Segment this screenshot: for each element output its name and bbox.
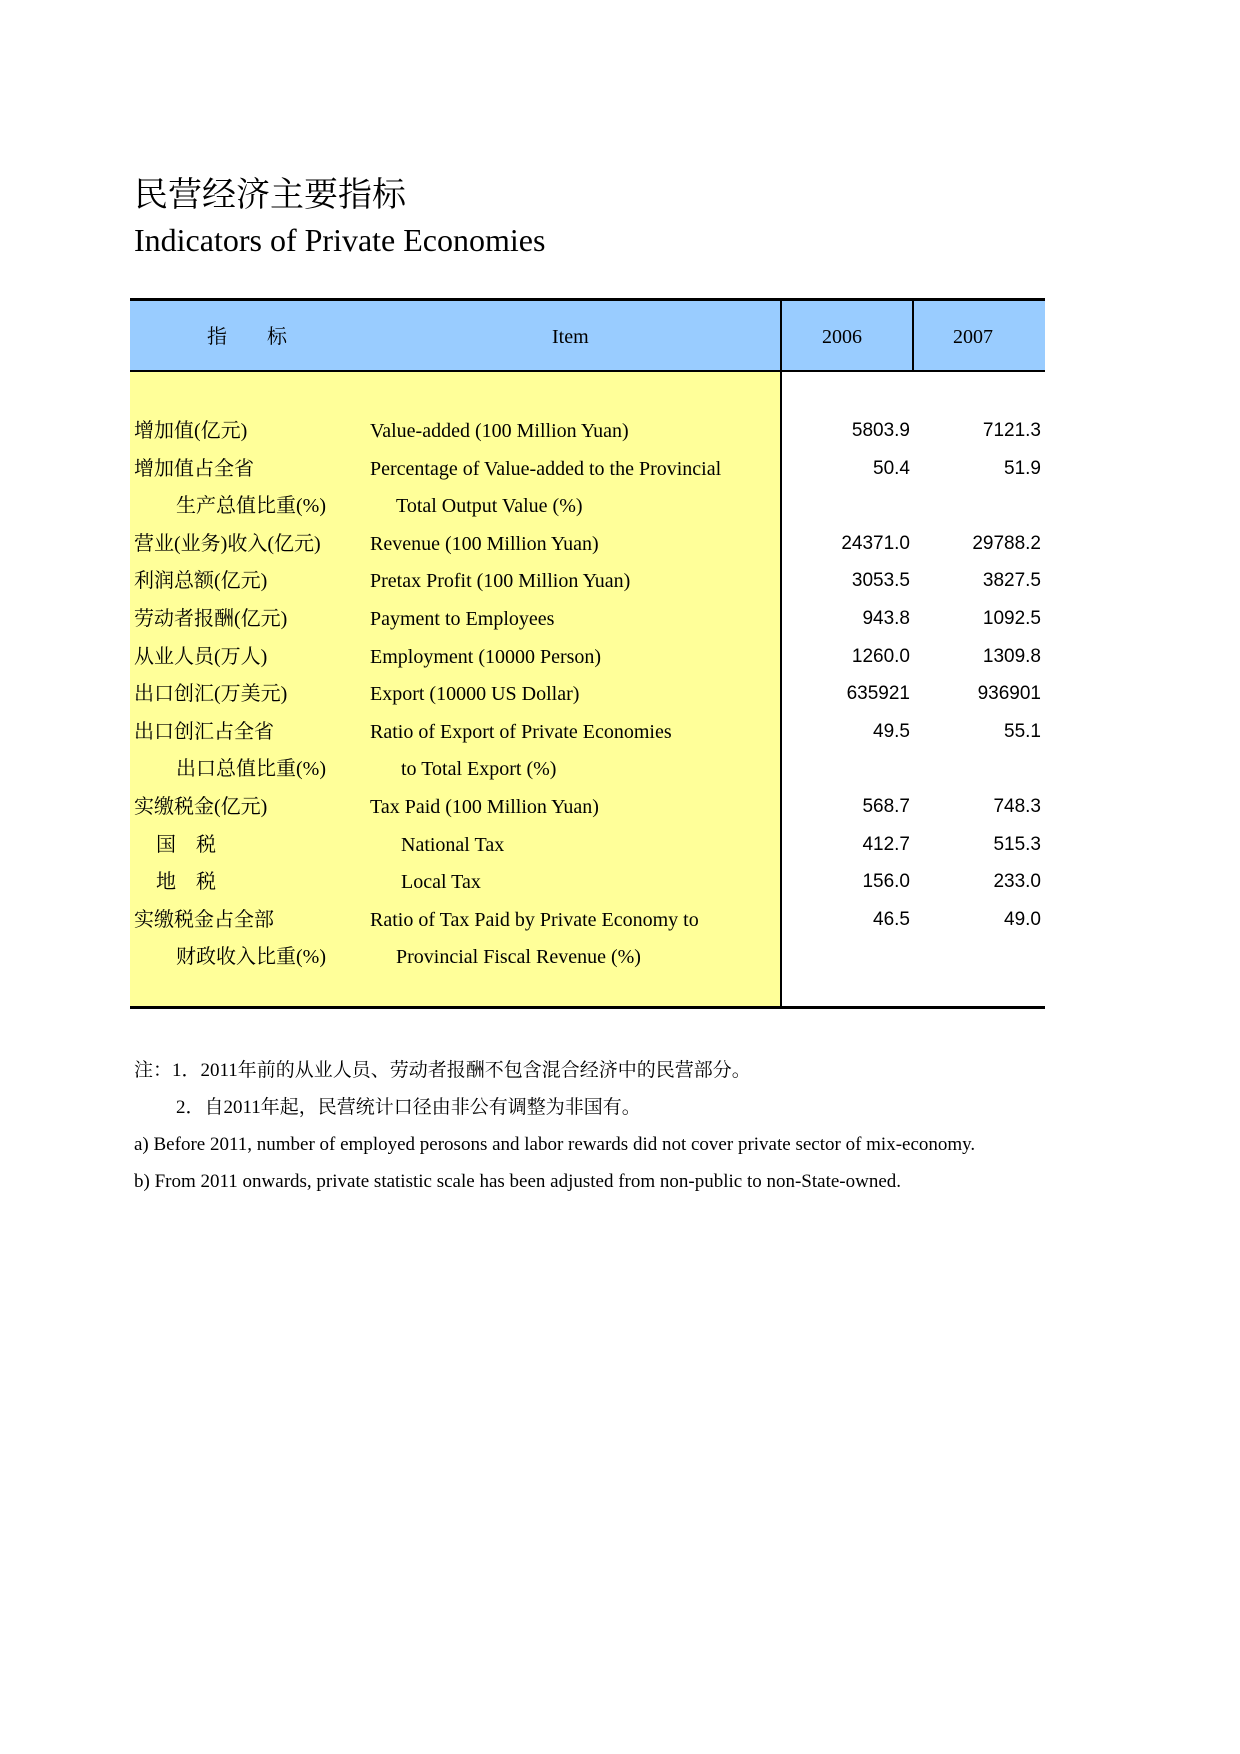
value-2006: 24371.0 <box>841 532 910 554</box>
table-row <box>130 562 1045 600</box>
row-label-cn: 财政收入比重(%) <box>176 946 326 969</box>
value-2007: 1092.5 <box>982 607 1041 629</box>
row-label-en: Value-added (100 Million Yuan) <box>370 420 629 442</box>
value-2006: 943.8 <box>862 607 910 629</box>
note-en-a: a) Before 2011, number of employed perosons and labor rewards did not cover private sector of mix-economy. <box>134 1134 976 1155</box>
value-2006: 46.5 <box>873 908 910 930</box>
row-label-cn: 劳动者报酬(亿元) <box>134 607 288 630</box>
table-row <box>130 713 1045 751</box>
value-2006: 1260.0 <box>851 645 910 667</box>
row-label-en: National Tax <box>401 833 505 856</box>
row-label-en: Provincial Fiscal Revenue (%) <box>396 946 641 969</box>
row-label-cn: 实缴税金(亿元) <box>134 795 268 818</box>
value-2006: 412.7 <box>862 833 910 855</box>
row-label-en: Employment (10000 Person) <box>370 645 602 668</box>
row-label-en: Percentage of Value-added to the Provincial <box>370 457 722 480</box>
table-row <box>130 863 1045 901</box>
indicators-table <box>130 298 1045 1010</box>
row-label-en: Local Tax <box>401 871 481 894</box>
table-row <box>130 525 1045 563</box>
row-label-en: to Total Export (%) <box>401 758 557 781</box>
header-item: Item <box>552 326 589 348</box>
page-title-en: Indicators of Private Economies <box>134 222 546 258</box>
row-label-cn: 国 税 <box>156 833 216 856</box>
table-row <box>130 450 1045 488</box>
row-label-en: Ratio of Export of Private Economies <box>370 720 672 743</box>
value-2007: 7121.3 <box>982 420 1041 441</box>
value-2007: 3827.5 <box>982 570 1041 592</box>
value-2007: 29788.2 <box>972 532 1041 554</box>
value-2006: 568.7 <box>862 795 910 817</box>
header-year-2007: 2007 <box>953 326 993 348</box>
row-label-cn: 增加值(亿元) <box>134 420 248 442</box>
table-row <box>130 826 1045 864</box>
row-label-cn: 利润总额(亿元) <box>134 570 268 593</box>
row-label-en: Total Output Value (%) <box>396 495 583 518</box>
row-label-cn: 生产总值比重(%) <box>176 495 326 518</box>
value-2006: 50.4 <box>873 457 910 479</box>
table-row <box>130 638 1045 676</box>
note-cn-2: 2．自2011年起，民营统计口径由非公有调整为非国有。 <box>176 1097 641 1118</box>
value-2007: 748.3 <box>993 795 1041 817</box>
row-label-en: Tax Paid (100 Million Yuan) <box>370 795 599 818</box>
row-label-en: Export (10000 US Dollar) <box>370 683 580 706</box>
value-2007: 49.0 <box>1004 908 1041 930</box>
table-bottom-rule <box>130 1006 1045 1009</box>
value-2007: 1309.8 <box>982 645 1041 667</box>
table-row <box>130 938 1045 976</box>
note-cn-1: 注：1．2011年前的从业人员、劳动者报酬不包含混合经济中的民营部分。 <box>134 1060 751 1081</box>
value-2007: 233.0 <box>993 871 1041 893</box>
row-label-cn: 实缴税金占全部 <box>134 908 274 931</box>
value-2006: 3053.5 <box>851 570 910 592</box>
value-2007: 51.9 <box>1004 457 1041 479</box>
table-row <box>130 901 1045 939</box>
table-row <box>130 675 1045 713</box>
table-row <box>130 750 1045 788</box>
table-row <box>130 600 1045 638</box>
row-label-cn: 出口创汇占全省 <box>134 720 274 743</box>
table-row <box>130 412 1045 450</box>
page-title-cn: 民营经济主要指标 <box>134 177 406 214</box>
value-2007: 55.1 <box>1004 720 1041 742</box>
value-2006: 5803.9 <box>851 420 910 441</box>
row-label-cn: 地 税 <box>156 871 216 894</box>
table-row <box>130 788 1045 826</box>
table-header <box>130 298 1045 372</box>
value-2007: 936901 <box>977 683 1041 705</box>
row-label-en: Revenue (100 Million Yuan) <box>370 532 599 555</box>
note-en-b: b) From 2011 onwards, private statistic scale has been adjusted from non-public to non-State-owned. <box>134 1171 902 1192</box>
row-label-en: Payment to Employees <box>370 607 555 630</box>
row-label-cn: 从业人员(万人) <box>134 645 268 668</box>
value-2006: 49.5 <box>873 720 910 742</box>
row-label-cn: 出口创汇(万美元) <box>134 683 288 706</box>
row-label-cn: 营业(业务)收入(亿元) <box>134 532 321 555</box>
header-year-2006: 2006 <box>822 326 862 348</box>
row-label-en: Pretax Profit (100 Million Yuan) <box>370 570 631 593</box>
header-indicator-cn: 指 标 <box>207 326 287 348</box>
row-label-en: Ratio of Tax Paid by Private Economy to <box>370 908 699 931</box>
row-label-cn: 出口总值比重(%) <box>176 758 326 781</box>
row-label-cn: 增加值占全省 <box>134 457 254 480</box>
value-2007: 515.3 <box>993 833 1041 855</box>
table-row <box>130 487 1045 525</box>
value-2006: 635921 <box>846 683 910 705</box>
value-2006: 156.0 <box>862 871 910 893</box>
table-body <box>130 412 1045 976</box>
year-column-divider <box>912 298 914 372</box>
